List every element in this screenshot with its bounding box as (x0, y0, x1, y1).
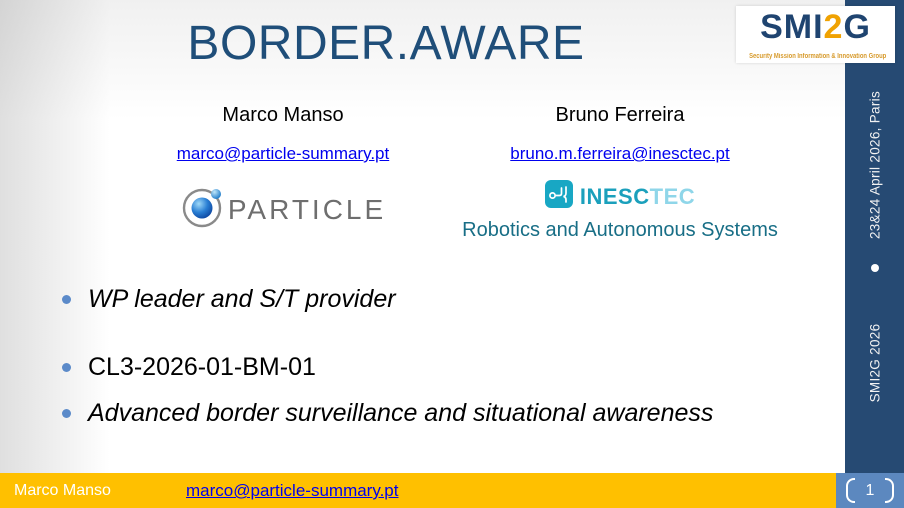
footer-email-link[interactable]: marco@particle-summary.pt (186, 481, 399, 500)
bracket-right-icon (885, 478, 894, 503)
inesctec-wordmark (580, 184, 695, 210)
footer-bar (0, 473, 836, 508)
bullet-item-2 (62, 352, 316, 383)
smi2g-tagline: Security Mission Information & Innovation Group (749, 53, 887, 60)
page-number: 1 (865, 481, 875, 499)
inesc-part: INESC (579, 183, 650, 209)
bracket-left-icon (846, 478, 855, 503)
smi2g-logo (736, 6, 895, 63)
page-number-box (836, 473, 904, 508)
bullet-marker-icon (62, 295, 71, 304)
contact-bruno (460, 104, 780, 242)
inesctec-caption: Robotics and Autonomous Systems (462, 219, 778, 241)
email-link-bruno[interactable]: bruno.m.ferreira@inesctec.pt (510, 144, 730, 163)
bullet-marker-icon (62, 363, 71, 372)
sidebar-separator-dot-icon (871, 264, 879, 272)
smi2g-part3: G (843, 8, 871, 46)
sidebar-event-text: 23&24 April 2026, Paris (867, 91, 882, 239)
inesctec-logo (460, 180, 780, 213)
particle-wordmark: PARTICLE (227, 193, 387, 225)
smi2g-part1: SMI (760, 8, 824, 46)
particle-logo (95, 184, 471, 235)
email-link-marco[interactable]: marco@particle-summary.pt (176, 144, 390, 163)
contact-name-marco: Marco Manso (222, 104, 344, 126)
contact-name-bruno: Bruno Ferreira (555, 104, 685, 126)
smi2g-part2: 2 (823, 8, 844, 46)
bullet-text-1: WP leader and S/T provider (88, 285, 396, 313)
footer-author: Marco Manso (14, 482, 111, 499)
sidebar (845, 0, 904, 473)
inesctec-circuit-icon (545, 180, 573, 213)
bullet-text-2: CL3-2026-01-BM-01 (88, 353, 316, 381)
bullet-item-3 (62, 398, 713, 429)
smi2g-wordmark (736, 9, 895, 45)
sidebar-group-text: SMI2G 2026 (867, 323, 882, 403)
tec-part: TEC (649, 183, 696, 209)
bullet-marker-icon (62, 409, 71, 418)
contact-marco (95, 104, 471, 235)
bullet-item-1 (62, 284, 396, 315)
bullet-text-3: Advanced border surveillance and situational awareness (88, 399, 714, 427)
particle-atom-icon (180, 184, 226, 235)
slide-title: BORDER.AWARE (187, 17, 585, 70)
